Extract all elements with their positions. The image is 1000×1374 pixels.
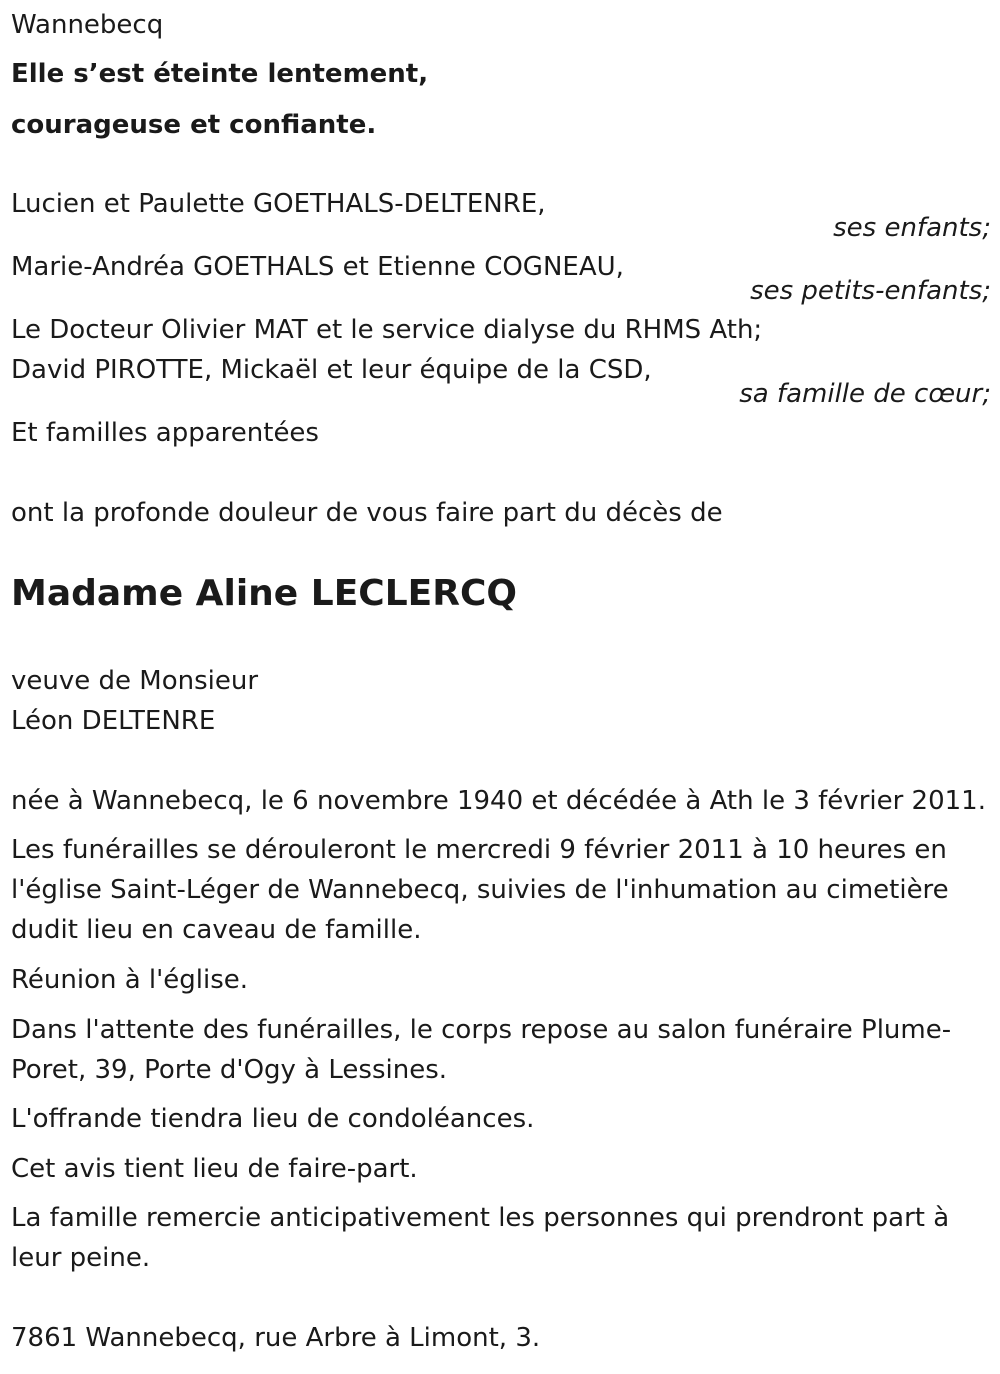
funeral-line-3: dudit lieu en caveau de famille. <box>11 915 422 945</box>
meeting-info: Réunion à l'église. <box>11 965 249 995</box>
children-role: ses enfants; <box>833 213 991 243</box>
repose-line-2: Poret, 39, Porte d'Ogy à Lessines. <box>11 1055 448 1085</box>
place-heading: Wannebecq <box>11 10 164 40</box>
heart-family-role: sa famille de cœur; <box>739 379 991 409</box>
thanks-line-1: La famille remercie anticipativement les personnes qui prendront part à <box>11 1203 950 1233</box>
announcement: ont la profonde douleur de vous faire part du décès de <box>11 498 723 528</box>
thanks-line-2: leur peine. <box>11 1243 151 1273</box>
deceased-name: Madame Aline LECLERCQ <box>11 573 517 614</box>
widow-of-line-1: veuve de Monsieur <box>11 666 259 696</box>
offering-info: L'offrande tiendra lieu de condoléances. <box>11 1104 535 1134</box>
tagline-line-2: courageuse et confiante. <box>11 110 377 140</box>
birth-death-info: née à Wannebecq, le 6 novembre 1940 et décédée à Ath le 3 février 2011. <box>11 786 986 816</box>
repose-line-1: Dans l'attente des funérailles, le corps repose au salon funéraire Plume- <box>11 1015 952 1045</box>
relatives: Et familles apparentées <box>11 418 319 448</box>
widow-of-line-2: Léon DELTENRE <box>11 706 216 736</box>
heart-family-line-2: David PIROTTE, Mickaël et leur équipe de la CSD, <box>11 355 652 385</box>
funeral-line-2: l'église Saint-Léger de Wannebecq, suivies de l'inhumation au cimetière <box>11 875 949 905</box>
family-address: 7861 Wannebecq, rue Arbre à Limont, 3. <box>11 1323 541 1353</box>
tagline-line-1: Elle s’est éteinte lentement, <box>11 59 429 89</box>
grandchildren-role: ses petits-enfants; <box>750 276 991 306</box>
grandchildren-names: Marie-Andréa GOETHALS et Etienne COGNEAU, <box>11 252 624 282</box>
children-names: Lucien et Paulette GOETHALS-DELTENRE, <box>11 189 546 219</box>
funeral-line-1: Les funérailles se dérouleront le mercredi 9 février 2011 à 10 heures en <box>11 835 947 865</box>
heart-family-line-1: Le Docteur Olivier MAT et le service dialyse du RHMS Ath; <box>11 315 763 345</box>
notice-info: Cet avis tient lieu de faire-part. <box>11 1154 418 1184</box>
